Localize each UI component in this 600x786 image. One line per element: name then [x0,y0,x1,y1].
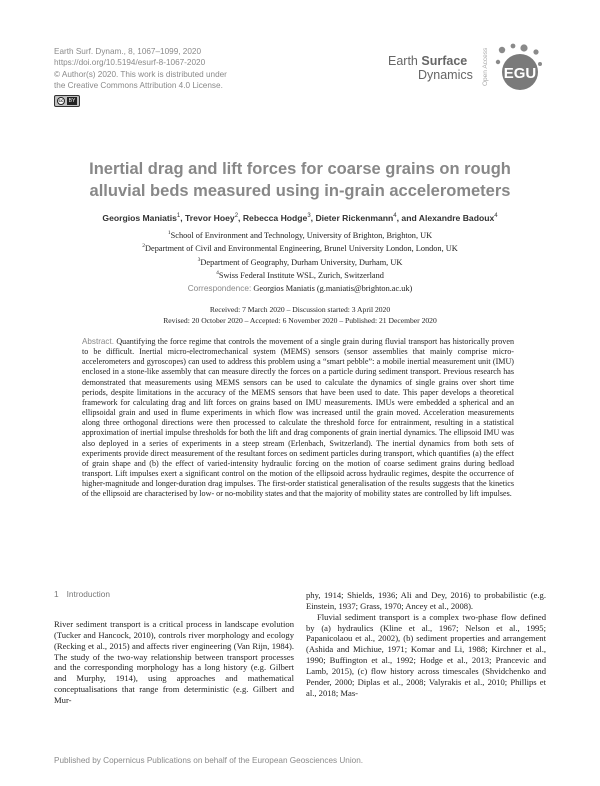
correspondence-label: Correspondence: [187,283,252,293]
section-heading [54,589,110,599]
license-text: the Creative Commons Attribution 4.0 License. [54,81,223,91]
author-list [20,213,580,223]
copyright: © Author(s) 2020. This work is distributed under [54,69,227,79]
citation: Earth Surf. Dynam., 8, 1067–1099, 2020 [54,47,202,56]
citation-block [54,46,227,92]
author-affiliation: 4 [494,213,498,220]
abstract [82,337,514,500]
author-separator: , [310,213,314,223]
doi-link[interactable]: https://doi.org/10.5194/esurf-8-1067-2020 [54,58,206,68]
open-access-text: Open Access [482,47,489,86]
correspondence-email[interactable]: Georgios Maniatis (g.maniatis@brighton.ac.uk) [253,284,413,293]
journal-name-earth: Earth [388,54,418,68]
body-paragraph: phy, 1914; Shields, 1936; Ali and Dey, 2016) to probabilistic (e.g. Einstein, 1937; Grass, 1970; Ancey et al., 2008). [306,590,546,611]
egu-logo-icon [494,42,546,90]
author-name: Georgios Maniatis [102,213,177,223]
egu-logo-text: EGU [503,65,537,82]
section-title: Introduction [66,589,110,599]
dates-line-2: Revised: 20 October 2020 – Accepted: 6 November 2020 – Published: 21 December 2020 [163,315,437,325]
affiliation-item: $^1$School of Environment and Technology, University of Brighton, Brighton, UK [167,230,433,240]
correspondence [20,283,580,293]
cc-by-license-badge[interactable] [54,95,80,107]
body-paragraph: River sediment transport is a critical process in landscape evolution (Tucker and Hancock, 2010), controls river morphology and ecology (Recking et al., 2015) and affects river engineering (Van Rijn, 1984). The study of the two-way relationship between transport processes and the corresponding morphology has a long history (e.g. Gilbert and Murphy, 1914), using approaches and mathematical conceptualisations that range from deterministic (e.g. Gilbert and Mur- [54,619,294,705]
abstract-label: Abstract. [82,337,114,346]
cc-icon: cc [58,98,64,103]
author-name: Rebecca Hodge [242,213,308,223]
affiliation-item: $^2$Department of Civil and Environmental Engineering, Brunel University London, London, UK [142,243,458,254]
affiliation-item: $^3$Department of Geography, Durham University, Durham, UK [197,256,403,267]
dates-line-1: Received: 7 March 2020 – Discussion started: 3 April 2020 [209,305,391,314]
abstract-text: Quantifying the force regime that controls the movement of a single grain during fluvial transport has historically proven to be difficult. Inertial micro-electromechanical system (MEMS) sensors (sensor assemblies that mainly comprise micro-accelerometers and gyroscopes) can used to address this problem using a “smart pebble”: a mobile inertial measurement unit (IMU) enclosed in a stone-like assembly that can measure directly the forces on a particle during sediment transport. Previous research has demonstrated that measurements using MEMS sensors can be used to calculate the dynamics of single grains over short time periods, despite limitations in the accuracy of the MEMS sensors that have been used to date. This paper develops a theoretical framework for calculating drag and lift forces on grains based on IMU measurements. IMUs were embedded a spherical and an ellipsoidal grain and used in flume experiments in which flow was increased until the grain moved. Acceleration measurements along three orthogonal directions were then processed to calculate the threshold force for entrainment, resulting in a statistical approximation of inertial impulse thresholds for both the lift and drag components of grain inertial dynamics. The ellipsoid IMU was also deployed in a series of experiments in a steep stream (Erlenbach, Switzerland). The inertial dynamics from both sets of experiments provide direct measurement of the resultant forces on sediment particles during transport, which quantifies (a) the effect of grain shape and (b) the effect of varied-intensity hydraulic forcing on the motion of coarse sediment grains during bedload transport. Lift impulses exert a significant control on the motion of the ellipsoid across hydraulic regimes, despite the occurrence of higher-magnitude and longer-duration drag impulses. The first-order statistical generalisation of the results suggests that the kinetics of the ellipsoid are characterised by low- or no-mobility states and that the majority of mobility states are controlled by lift impulses. [82,337,514,499]
author-separator: , [180,213,183,223]
author-name: Trevor Hoey [185,213,235,223]
body-column-left [54,619,294,706]
section-number: 1 [54,589,59,599]
paper-title [20,158,580,202]
author-separator: , and [396,213,417,223]
open-access-label [482,44,491,86]
journal-name-dynamics: Dynamics [418,68,473,82]
journal-name-surface: Surface [421,54,468,68]
affiliations [20,228,580,281]
by-icon: BY [68,98,76,104]
body-column-right [306,590,546,698]
affiliation-item: $^4$Swiss Federal Institute WSL, Zurich, Switzerland [216,270,384,280]
journal-logo [388,54,473,82]
author-name: Alexandre Badoux [418,213,495,223]
title-line-1: Inertial drag and lift forces for coarse grains on rough [89,160,511,178]
publisher-footer: Published by Copernicus Publications on behalf of the European Geosciences Union. [54,756,364,765]
author-affiliation: 1 [176,213,181,220]
publication-dates [20,305,580,326]
author-name: Dieter Rickenmann [315,213,394,223]
author-affiliation: 2 [234,213,239,220]
author-affiliation: 4 [393,213,397,220]
author-affiliation: 3 [307,213,311,220]
body-paragraph: Fluvial sediment transport is a complex two-phase flow defined by (a) hydraulics (Kline et al., 1967; Nelson et al., 1995; Papanicolaou et al., 2002), (b) sediment properties and arrangement (Ashida and Michiue, 1971; Komar and Li, 1988; Kirchner et al., 1990; Buffington et al., 1992; Hodge et al., 2013; Prancevic and Lamb, 2015), (c) flow history across timescales (Shvidchenko and Pender, 2000; Diplas et al., 2008; Valyrakis et al., 2010; Phillips et al., 2018; Mas- [306,611,546,698]
author-separator: , [238,213,241,223]
title-line-2: alluvial beds measured using in-grain accelerometers [89,182,511,200]
